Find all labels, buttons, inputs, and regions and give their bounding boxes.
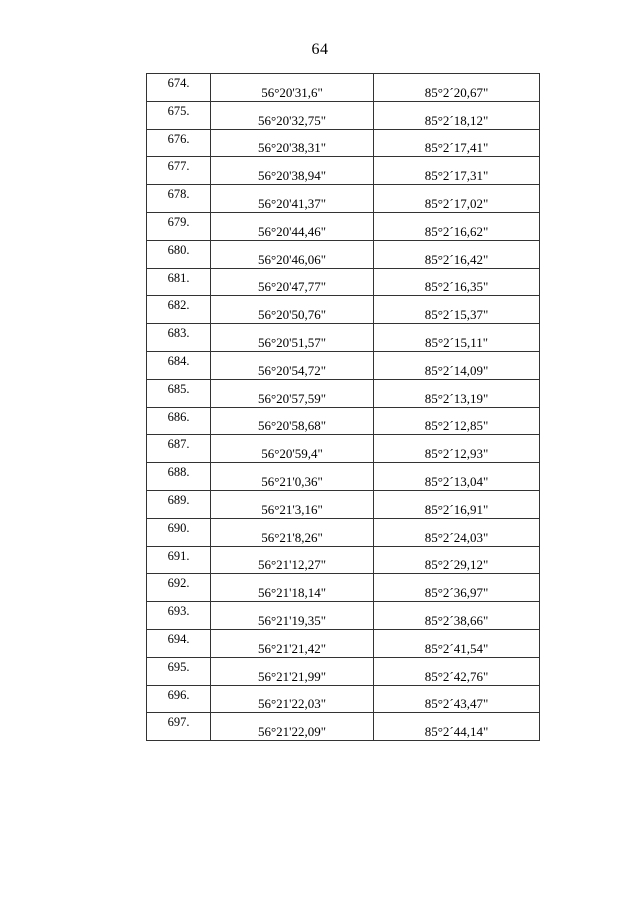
- latitude-cell: 56°21'0,36": [211, 463, 374, 491]
- point-number-cell: 688.: [147, 463, 211, 491]
- table-row: [147, 518, 540, 546]
- coordinates-table-body: [147, 74, 540, 741]
- point-number-cell: 691.: [147, 546, 211, 574]
- longitude-cell: 85°2´43,47": [374, 685, 540, 713]
- longitude-cell: 85°2´17,31": [374, 157, 540, 185]
- table-row: [147, 629, 540, 657]
- point-number-cell: 680.: [147, 240, 211, 268]
- table-row: [147, 574, 540, 602]
- longitude-cell: 85°2´15,37": [374, 296, 540, 324]
- latitude-cell: 56°20'44,46": [211, 212, 374, 240]
- latitude-cell: 56°21'3,16": [211, 490, 374, 518]
- longitude-cell: 85°2´44,14": [374, 713, 540, 741]
- longitude-cell: 85°2´36,97": [374, 574, 540, 602]
- table-row: [147, 268, 540, 296]
- point-number-cell: 678.: [147, 185, 211, 213]
- table-row: [147, 296, 540, 324]
- table-row: [147, 546, 540, 574]
- longitude-cell: 85°2´38,66": [374, 602, 540, 630]
- table-row: [147, 435, 540, 463]
- point-number-cell: 684.: [147, 351, 211, 379]
- longitude-cell: 85°2´13,19": [374, 379, 540, 407]
- latitude-cell: 56°20'51,57": [211, 324, 374, 352]
- point-number-cell: 677.: [147, 157, 211, 185]
- table-row: [147, 240, 540, 268]
- longitude-cell: 85°2´16,91": [374, 490, 540, 518]
- table-row: [147, 157, 540, 185]
- latitude-cell: 56°21'22,09": [211, 713, 374, 741]
- point-number-cell: 687.: [147, 435, 211, 463]
- latitude-cell: 56°20'59,4": [211, 435, 374, 463]
- longitude-cell: 85°2´12,85": [374, 407, 540, 435]
- table-row: [147, 74, 540, 102]
- latitude-cell: 56°20'50,76": [211, 296, 374, 324]
- latitude-cell: 56°21'21,42": [211, 629, 374, 657]
- longitude-cell: 85°2´42,76": [374, 657, 540, 685]
- table-row: [147, 129, 540, 157]
- point-number-cell: 676.: [147, 129, 211, 157]
- latitude-cell: 56°20'46,06": [211, 240, 374, 268]
- latitude-cell: 56°21'18,14": [211, 574, 374, 602]
- latitude-cell: 56°20'32,75": [211, 101, 374, 129]
- table-row: [147, 407, 540, 435]
- longitude-cell: 85°2´29,12": [374, 546, 540, 574]
- latitude-cell: 56°20'31,6": [211, 74, 374, 102]
- latitude-cell: 56°21'22,03": [211, 685, 374, 713]
- point-number-cell: 692.: [147, 574, 211, 602]
- coordinates-table: [146, 73, 540, 741]
- point-number-cell: 695.: [147, 657, 211, 685]
- longitude-cell: 85°2´16,62": [374, 212, 540, 240]
- table-row: [147, 324, 540, 352]
- longitude-cell: 85°2´12,93": [374, 435, 540, 463]
- point-number-cell: 696.: [147, 685, 211, 713]
- latitude-cell: 56°21'19,35": [211, 602, 374, 630]
- longitude-cell: 85°2´20,67": [374, 74, 540, 102]
- point-number-cell: 689.: [147, 490, 211, 518]
- latitude-cell: 56°20'38,94": [211, 157, 374, 185]
- table-row: [147, 379, 540, 407]
- point-number-cell: 694.: [147, 629, 211, 657]
- point-number-cell: 690.: [147, 518, 211, 546]
- point-number-cell: 685.: [147, 379, 211, 407]
- table-row: [147, 463, 540, 491]
- point-number-cell: 675.: [147, 101, 211, 129]
- point-number-cell: 686.: [147, 407, 211, 435]
- longitude-cell: 85°2´24,03": [374, 518, 540, 546]
- point-number-cell: 683.: [147, 324, 211, 352]
- table-row: [147, 685, 540, 713]
- table-row: [147, 212, 540, 240]
- longitude-cell: 85°2´41,54": [374, 629, 540, 657]
- point-number-cell: 697.: [147, 713, 211, 741]
- longitude-cell: 85°2´17,02": [374, 185, 540, 213]
- latitude-cell: 56°20'57,59": [211, 379, 374, 407]
- latitude-cell: 56°21'21,99": [211, 657, 374, 685]
- longitude-cell: 85°2´15,11": [374, 324, 540, 352]
- latitude-cell: 56°20'58,68": [211, 407, 374, 435]
- longitude-cell: 85°2´16,35": [374, 268, 540, 296]
- point-number-cell: 693.: [147, 602, 211, 630]
- point-number-cell: 674.: [147, 74, 211, 102]
- latitude-cell: 56°21'12,27": [211, 546, 374, 574]
- longitude-cell: 85°2´14,09": [374, 351, 540, 379]
- point-number-cell: 679.: [147, 212, 211, 240]
- table-row: [147, 490, 540, 518]
- latitude-cell: 56°21'8,26": [211, 518, 374, 546]
- table-row: [147, 101, 540, 129]
- point-number-cell: 682.: [147, 296, 211, 324]
- longitude-cell: 85°2´16,42": [374, 240, 540, 268]
- table-row: [147, 713, 540, 741]
- latitude-cell: 56°20'38,31": [211, 129, 374, 157]
- table-row: [147, 185, 540, 213]
- longitude-cell: 85°2´18,12": [374, 101, 540, 129]
- point-number-cell: 681.: [147, 268, 211, 296]
- longitude-cell: 85°2´13,04": [374, 463, 540, 491]
- latitude-cell: 56°20'54,72": [211, 351, 374, 379]
- table-row: [147, 657, 540, 685]
- page-number: 64: [311, 41, 329, 58]
- longitude-cell: 85°2´17,41": [374, 129, 540, 157]
- latitude-cell: 56°20'47,77": [211, 268, 374, 296]
- table-row: [147, 602, 540, 630]
- latitude-cell: 56°20'41,37": [211, 185, 374, 213]
- table-row: [147, 351, 540, 379]
